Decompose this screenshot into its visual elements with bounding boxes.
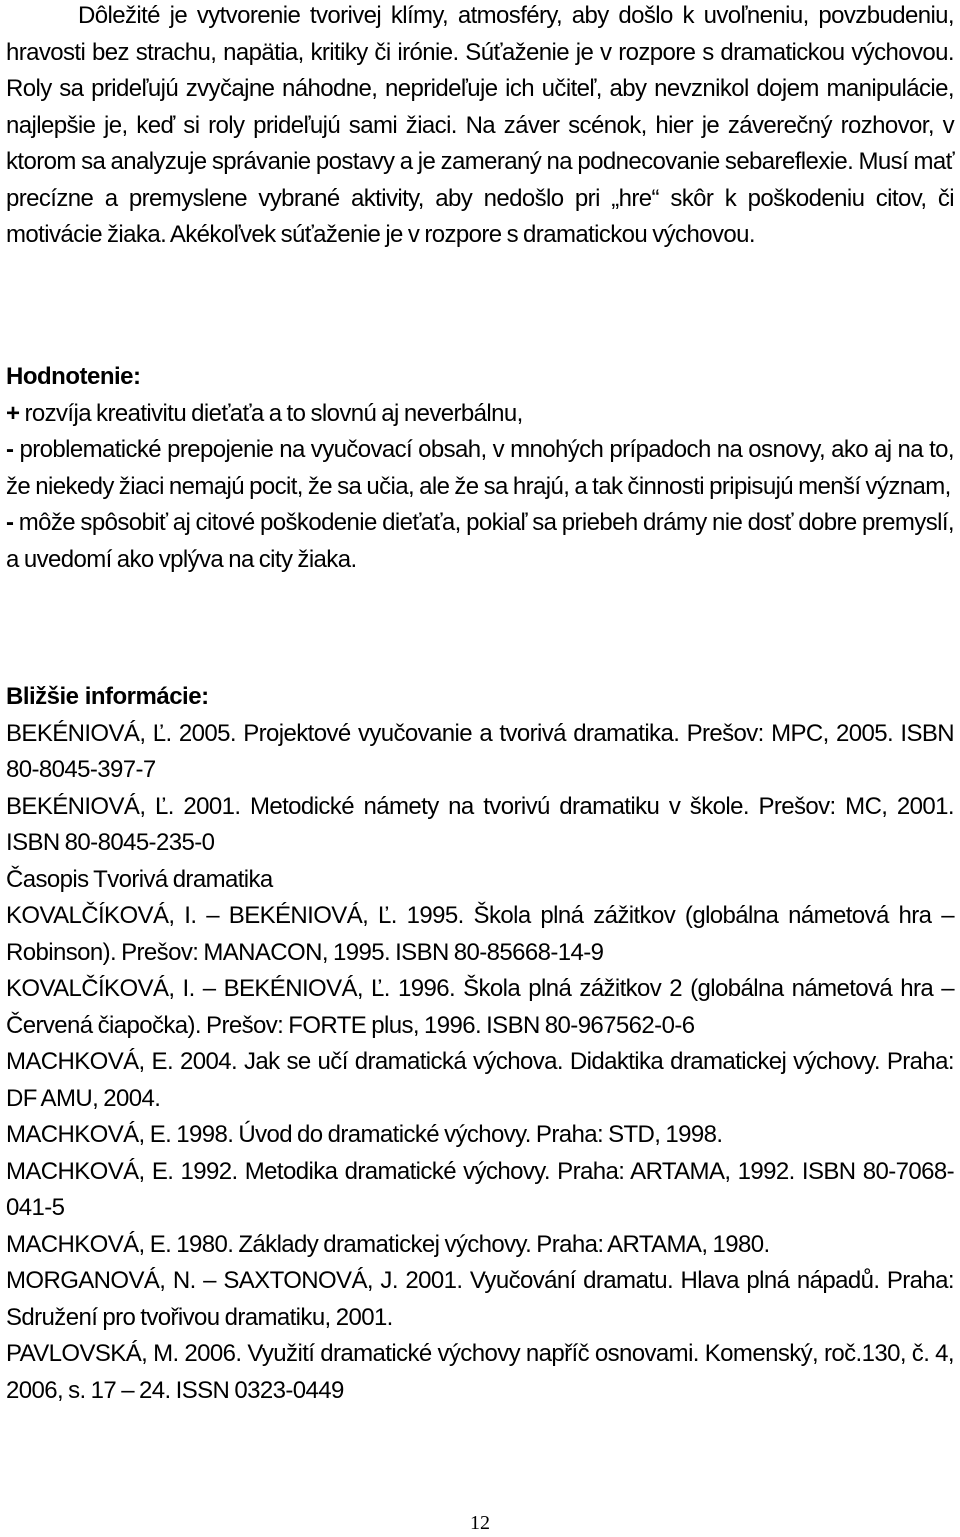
minus-sign: - (6, 509, 14, 536)
reference-item: MACHKOVÁ, E. 2004. Jak se učí dramatická výchova. Didaktika dramatickej výchovy. Praha: DF AMU, 2004. (6, 1048, 954, 1112)
evaluation-item-text: problematické prepojenie na vyučovací obsah, v mnohých prípadoch na osnovy, ako aj na to, že niekedy žiaci nemajú pocit, že sa učia, ale že sa hrajú, a tak činnosti pripisujú menší význam, (6, 436, 954, 500)
evaluation-item-plus (6, 396, 954, 433)
intro-section (6, 0, 954, 254)
reference-item: MORGANOVÁ, N. – SAXTONOVÁ, J. 2001. Vyučování dramatu. Hlava plná nápadů. Praha: Sdružení pro tvořivou dramatiku, 2001. (6, 1267, 954, 1331)
reference-item: MACHKOVÁ, E. 1992. Metodika dramatické výchovy. Praha: ARTAMA, 1992. ISBN 80-7068-041-5 (6, 1157, 954, 1221)
evaluation-item-text: môže spôsobiť aj citové poškodenie dieťaťa, pokiaľ sa priebeh drámy nie dosť dobre premyslí, a uvedomí ako vplýva na city žiaka. (6, 509, 954, 573)
reference-item: KOVALČÍKOVÁ, I. – BEKÉNIOVÁ, Ľ. 1996. Škola plná zážitkov 2 (globálna námetová hra – Červená čiapočka). Prešov: FORTE plus, 1996. ISBN 80-967562-0-6 (6, 975, 954, 1039)
reference-item: Časopis Tvorivá dramatika (6, 865, 273, 893)
more-info-heading: Bližšie informácie: (6, 683, 209, 710)
more-info-section (6, 679, 954, 1409)
reference-item: MACHKOVÁ, E. 1998. Úvod do dramatické výchovy. Praha: STD, 1998. (6, 1121, 723, 1148)
reference-item: BEKÉNIOVÁ, Ľ. 2005. Projektové vyučovanie a tvorivá dramatika. Prešov: MPC, 2005. ISBN 80-8045-397-7 (6, 719, 954, 783)
evaluation-item-text: rozvíja kreativitu dieťaťa a to slovnú aj neverbálnu, (19, 399, 523, 427)
reference-item: MACHKOVÁ, E. 1980. Základy dramatickej výchovy. Praha: ARTAMA, 1980. (6, 1230, 770, 1258)
evaluation-heading: Hodnotenie: (6, 363, 141, 390)
evaluation-section (6, 359, 954, 578)
plus-sign: + (6, 399, 20, 427)
reference-item: PAVLOVSKÁ, M. 2006. Využití dramatické výchovy napříč osnovami. Komenský, roč.130, č. 4, 2006, s. 17 – 24. ISSN 0323-0449 (6, 1340, 954, 1404)
evaluation-item-minus (6, 505, 954, 578)
evaluation-item-minus (6, 432, 954, 505)
reference-item: BEKÉNIOVÁ, Ľ. 2001. Metodické námety na tvorivú dramatiku v škole. Prešov: MC, 2001. ISBN 80-8045-235-0 (6, 792, 954, 856)
intro-paragraph: Dôležité je vytvorenie tvorivej klímy, atmosféry, aby došlo k uvoľneniu, povzbudeniu, hravosti bez strachu, napätia, kritiky či irónie. Súťaženie je v rozpore s dramatickou výchovou. Roly sa prideľujú zvyčajne náhodne, neprideľuje ich učiteľ, aby nevznikol dojem manipulácie, najlepšie je, keď si roly prideľujú sami žiaci. Na záver scénok, hier je záverečný rozhovor, v ktorom sa analyzuje správanie postavy a je zameraný na podnecovanie sebareflexie. Musí mať precízne a premyslene vybrané aktivity, aby nedošlo pri „hre“ skôr k poškodeniu citov, či motivácie žiaka. Akékoľvek súťaženie je v rozpore s dramatickou výchovou. (6, 2, 954, 248)
minus-sign: - (6, 436, 14, 463)
reference-item: KOVALČÍKOVÁ, I. – BEKÉNIOVÁ, Ľ. 1995. Škola plná zážitkov (globálna námetová hra – Robinson). Prešov: MANACON, 1995. ISBN 80-85668-14-9 (6, 902, 954, 966)
page-number: 12 (470, 1512, 490, 1534)
